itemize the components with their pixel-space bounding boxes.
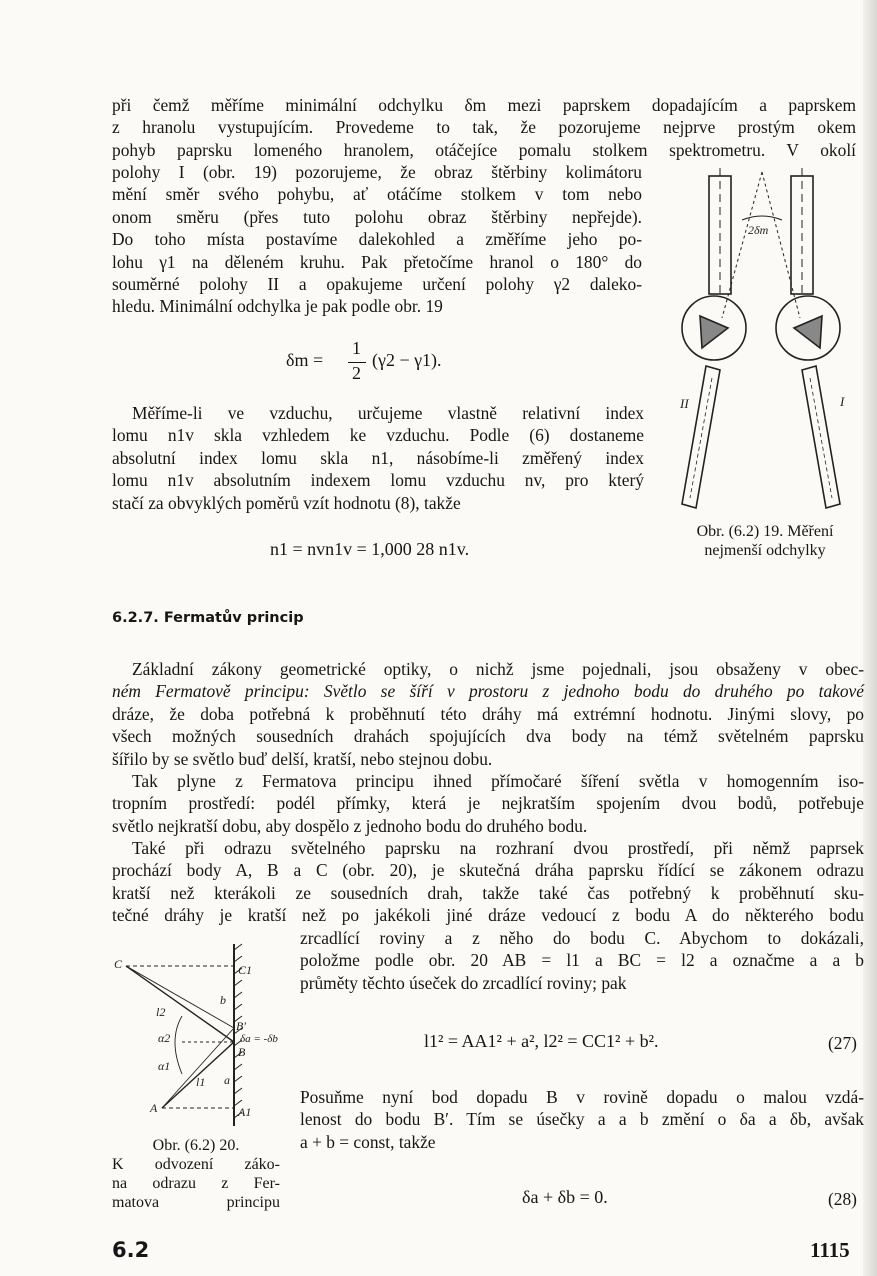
label-A1: A1 <box>238 1105 252 1119</box>
text-line: Také při odrazu světelného paprsku na rozhraní dvou prostředí, při němž paprsek <box>132 838 864 858</box>
caption-line: Obr. (6.2) 19. Měření <box>696 523 834 540</box>
figure-20-reflection <box>112 940 292 1130</box>
straight-propagation-paragraph <box>112 770 864 837</box>
section-title: Fermatův princip <box>163 610 304 626</box>
air-paragraph <box>112 402 644 514</box>
text-line: Tak plyne z Fermatova principu ihned přímočaré šíření světla v homogenním iso- <box>132 771 864 791</box>
text-line: onom směru (přes tuto polohu obraz štěrbiny nepřejde). <box>112 206 642 227</box>
intro-paragraph-narrow <box>112 161 642 318</box>
intro-paragraph <box>112 94 856 161</box>
label-I: I <box>840 394 845 409</box>
caption-line: na odrazu z Fer- <box>112 1175 280 1192</box>
text-line: Základní zákony geometrické optiky, o nichž jsme pojednali, jsou obsaženy v obec- <box>132 659 864 679</box>
text-line: mění směr svého pohybu, ať otáčíme stolkem v tom nebo <box>112 184 642 205</box>
text-line: hledu. Minimální odchylka je pak podle obr. 19 <box>112 296 443 317</box>
text-line: Měříme-li ve vzduchu, určujeme vlastně relativní index <box>132 403 644 423</box>
equation-n1: n1 = nvn1v = 1,000 28 n1v. <box>270 539 470 559</box>
label-delta-a: δa = -δb <box>240 1033 278 1045</box>
text-line: světlo nejkratší dobu, aby dospělo z jednoho bodu do druhého bodu. <box>112 815 588 836</box>
label-alpha2: α2 <box>158 1031 171 1045</box>
eq-denominator: 2 <box>352 363 361 383</box>
label-b: b <box>220 993 226 1007</box>
eq-lhs: δm = <box>286 350 324 370</box>
label-C: C <box>114 957 123 971</box>
text-line: šířilo by se světlo buď delší, kratší, nebo stejnou dobu. <box>112 748 493 769</box>
figure-19-spectrometer <box>662 168 862 518</box>
label-A: A <box>150 1101 158 1115</box>
footer-section-number: 6.2 <box>112 1238 150 1262</box>
text-line: lenost do bodu B′. Tím se úsečky a a b změní o δa a δb, avšak <box>300 1109 864 1130</box>
text-line: tropním prostředí: podél přímky, která je nejkratším spojením dvou bodů, potřebuje <box>112 793 864 814</box>
label-alpha1: α1 <box>158 1059 171 1073</box>
label-C1: C1 <box>238 963 253 977</box>
text-line: průměty těchto úseček do zrcadlící roviny; pak <box>300 972 627 993</box>
equation-27: l1² = AA1² + a², l2² = CC1² + b². <box>424 1031 659 1051</box>
fermat-paragraph <box>112 658 864 770</box>
figure-19-caption <box>660 522 870 560</box>
caption-line: K odvození záko- <box>112 1156 280 1173</box>
label-Bprime: B′ <box>236 1019 246 1033</box>
text-line: z hranolu vystupujícím. Provedeme to tak, že pozorujeme nejprve prostým okem <box>112 117 856 138</box>
caption-line: Obr. (6.2) 20. <box>152 1137 240 1154</box>
text-line: zrcadlící roviny a z něho do bodu C. Abychom to dokázali, <box>300 928 864 948</box>
text-line: tečné dráhy je kratší než po jakékoli jiné dráze vedoucí z bodu A do některého bodu <box>112 905 864 926</box>
text-line: ném Fermatově principu: Světlo se šíří v prostoru z jednoho bodu do druhého po takové <box>112 681 864 702</box>
eq-numerator: 1 <box>352 338 361 358</box>
ray-C-Bprime <box>126 966 234 1028</box>
ray-C-B <box>126 966 234 1042</box>
telescope-right <box>802 366 840 508</box>
figure-20-caption <box>112 1136 280 1212</box>
move-point-paragraph <box>300 1086 864 1153</box>
page-number: 1115 <box>810 1238 850 1262</box>
caption-line: nejmenší odchylky <box>704 542 826 559</box>
text-line: stačí za obvyklých poměrů vzít hodnotu (8), takže <box>112 492 461 513</box>
label-a: a <box>224 1073 230 1087</box>
text-line: všech možných sousedních drahách spojujících dva body na témž světelném paprsku <box>112 726 864 747</box>
eq-rhs: (γ2 − γ1). <box>372 350 442 370</box>
reflection-paragraph-narrow <box>300 927 864 994</box>
text-line: prochází body A, B a C (obr. 20), je skutečná dráha paprsku řídící se zákonem odrazu <box>112 860 864 881</box>
text-line: lomu n1v absolutním indexem lomu vzduchu nv, pro který <box>112 470 644 491</box>
equation-27-number: (27) <box>828 1033 857 1053</box>
text-line: položme podle obr. 20 AB = l1 a BC = l2 a označme a a b <box>300 950 864 971</box>
label-2delta: 2δm <box>748 223 769 237</box>
ray-A-Bprime <box>162 1028 234 1108</box>
prism-right <box>794 316 822 348</box>
prism-left <box>700 316 728 348</box>
label-B: B <box>238 1045 246 1059</box>
text-line: pohyb paprsku lomeného hranolem, otáčejíce pomalu stolkem spektrometru. V okolí <box>112 139 856 160</box>
text-line: lohu γ1 na děleném kruhu. Pak přetočíme hranol o 180° do <box>112 251 642 272</box>
text-line: dráze, že doba potřebná k proběhnutí této dráhy má extrémní hodnotu. Jinými slovy, po <box>112 703 864 724</box>
text-line: a + b = const, takže <box>300 1131 436 1152</box>
text-line: Posuňme nyní bod dopadu B v rovině dopadu o malou vzdá- <box>300 1087 864 1107</box>
text-line: souměrné polohy II a opakujeme určení polohy γ2 daleko- <box>112 274 642 295</box>
label-l1: l1 <box>196 1075 206 1089</box>
equation-28: δa + δb = 0. <box>522 1187 608 1207</box>
equation-28-number: (28) <box>828 1189 857 1209</box>
text-line: polohy I (obr. 19) pozorujeme, že obraz štěrbiny kolimátoru <box>112 162 642 182</box>
text-line: Do toho místa postavíme dalekohled a změříme jeho po- <box>112 229 642 250</box>
page-edge-shadow <box>863 0 877 1276</box>
text-line: lomu n1v skla vzhledem ke vzduchu. Podle (6) dostaneme <box>112 425 644 446</box>
caption-line: matova principu <box>112 1194 280 1211</box>
text-line: absolutní index lomu skla n1, násobíme-li změřený index <box>112 447 644 468</box>
section-number: 6.2.7. <box>112 610 159 626</box>
label-l2: l2 <box>156 1005 166 1019</box>
telescope-left <box>682 366 720 508</box>
section-heading <box>112 610 304 626</box>
reflection-paragraph <box>112 837 864 927</box>
text-line: kratší než kterákoli ze sousedních drah, takže také čas potřebný k proběhnutí sku- <box>112 882 864 903</box>
label-II: II <box>680 396 689 411</box>
text-line: při čemž měříme minimální odchylku δm mezi paprskem dopadajícím a paprskem <box>112 95 856 115</box>
